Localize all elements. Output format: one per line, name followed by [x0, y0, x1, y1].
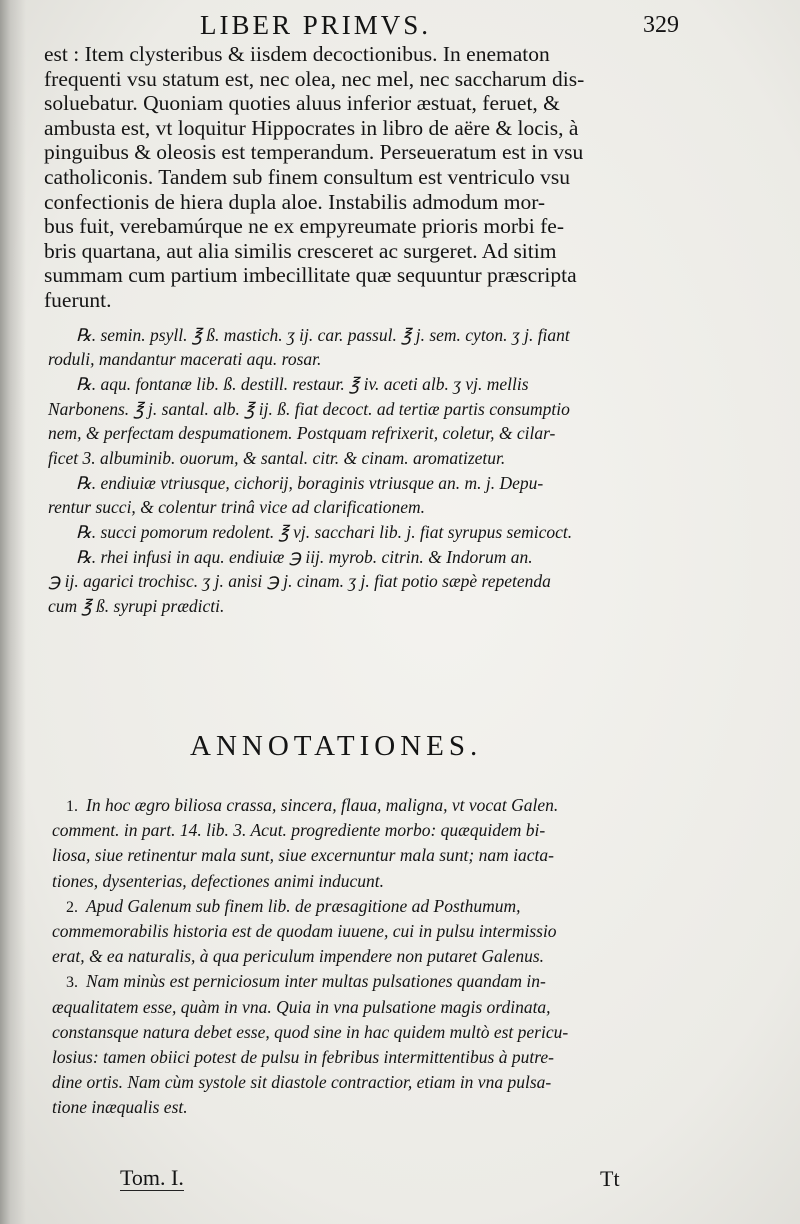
text-line: ambusta est, vt loquitur Hippocrates in libro de aëre & locis, à	[44, 115, 579, 140]
annotation-line	[48, 1070, 694, 1095]
annotation-line	[48, 869, 694, 894]
annotation-line	[48, 1020, 694, 1045]
annotation-line	[48, 919, 694, 944]
annotation-line	[48, 944, 694, 969]
page-header	[0, 6, 800, 46]
prescription-line: ℞. endiuiæ vtriusque, cichorij, boraginis vtriusque an. m. j. Depu-	[76, 472, 544, 493]
text-line: frequenti vsu statum est, nec olea, nec mel, nec saccharum dis-	[44, 66, 585, 91]
prescription-list	[44, 323, 690, 619]
text-line: bris quartana, aut alia similis cresceret ac surgeret. Ad sitim	[44, 238, 557, 263]
annotation-text: liosa, siue retinentur mala sunt, siue excernuntur mala sunt; nam iacta-	[52, 845, 554, 866]
annotation-text: Nam minùs est perniciosum inter multas pulsationes quandam in-	[86, 971, 546, 992]
annotation-line	[48, 843, 694, 868]
main-text	[44, 42, 690, 619]
annotation-text: tione inæqualis est.	[52, 1097, 188, 1118]
text-line: est : Item clysteribus & iisdem decoctionibus. In enematon	[44, 42, 550, 66]
prescription-line: ℞. succi pomorum redolent. ℥ vj. sacchari lib. j. fiat syrupus semicoct.	[76, 522, 573, 543]
annotation-line	[48, 969, 694, 994]
annotation-text: commemorabilis historia est de quodam iuuene, cui in pulsu intermissio	[52, 920, 557, 941]
prescription-line: ℞. aqu. fontanæ lib. ß. destill. restaur. ℥ iv. aceti alb. ʒ vj. mellis	[76, 373, 529, 394]
annotation-line	[48, 995, 694, 1020]
prescription-line: ℞. semin. psyll. ℥ ß. mastich. ʒ ij. car. passul. ℥ j. sem. cyton. ʒ j. fiant	[76, 324, 570, 345]
text-line: fuerunt.	[44, 287, 112, 312]
prescription-line: roduli, mandantur macerati aqu. rosar.	[48, 349, 322, 370]
annotation-line	[48, 1095, 694, 1120]
annotation-text: losius: tamen obiici potest de pulsu in febribus intermittentibus à putre-	[52, 1046, 554, 1067]
gutter-shadow	[0, 0, 26, 1224]
body-paragraph	[44, 42, 690, 313]
annotation-text: comment. in part. 14. lib. 3. Acut. progrediente morbo: quæquidem bi-	[52, 820, 546, 841]
text-line: bus fuit, verebamúrque ne ex empyreumate prioris morbi fe-	[44, 214, 564, 239]
annotation-text: tiones, dysenterias, defectiones animi inducunt.	[52, 870, 384, 891]
prescription-line: ficet 3. albuminib. ouorum, & santal. citr. & cinam. aromatizetur.	[48, 447, 506, 468]
annotation-line	[48, 1045, 694, 1070]
running-title: LIBER PRIMVS.	[200, 10, 432, 40]
annotation-text: constansque natura debet esse, quod sine in hac quidem multò est pericu-	[52, 1021, 569, 1042]
annotation-text: In hoc ægro biliosa crassa, sincera, flaua, maligna, vt vocat Galen.	[86, 795, 559, 815]
annotation-text: erat, & ea naturalis, à qua periculum impendere non putaret Galenus.	[52, 946, 545, 967]
prescription-line: rentur succi, & colentur trinâ vice ad clarificationem.	[48, 497, 425, 518]
text-line: pinguibus & oleosis est temperandum. Perseueratum est in vsu	[44, 140, 584, 165]
page-footer	[0, 1162, 800, 1202]
prescription-line: nem, & perfectam despumationem. Postquam refrixerit, coletur, & cilar-	[48, 423, 556, 444]
annotation-line	[48, 793, 694, 818]
text-line: soluebatur. Quoniam quoties aluus inferior æstuat, feruet, &	[44, 91, 560, 116]
prescription-line: ℞. rhei infusi in aqu. endiuiæ ℈ iij. myrob. citrin. & Indorum an.	[76, 546, 533, 567]
annotation-text: æqualitatem esse, quàm in vna. Quia in vna pulsatione magis ordinata,	[52, 996, 551, 1017]
volume-label: Tom. I.	[120, 1165, 184, 1190]
text-line: catholiconis. Tandem sub finem consultum est ventriculo vsu	[44, 164, 570, 189]
text-line: summam cum partium imbecillitate quæ sequuntur præscripta	[44, 263, 577, 288]
prescription-line: ℈ ij. agarici trochisc. ʒ j. anisi ℈ j. cinam. ʒ j. fiat potio sæpè repetenda	[48, 571, 551, 592]
page-number: 329	[643, 12, 679, 38]
section-heading: ANNOTATIONES.	[190, 730, 483, 762]
annotation-text: Apud Galenum sub finem lib. de præsagitione ad Posthumum,	[86, 895, 521, 916]
annotation-text: dine ortis. Nam cùm systole sit diastole contractior, etiam in vna pulsa-	[52, 1072, 552, 1093]
annotations-list	[48, 793, 694, 1120]
annotation-number: 3.	[66, 974, 78, 992]
text-line: confectionis de hiera dupla aloe. Instabilis admodum mor-	[44, 189, 546, 214]
prescription-line: Narbonens. ℥ j. santal. alb. ℥ ij. ß. fiat decoct. ad tertiæ partis consumptio	[48, 398, 570, 419]
prescription-line: cum ℥ ß. syrupi prædicti.	[48, 596, 225, 617]
annotation-line	[48, 818, 694, 843]
annotation-line	[48, 894, 694, 919]
annotation-number: 2.	[66, 898, 78, 916]
annotation-number: 1.	[66, 798, 78, 815]
signature-mark: Tt	[600, 1166, 620, 1191]
